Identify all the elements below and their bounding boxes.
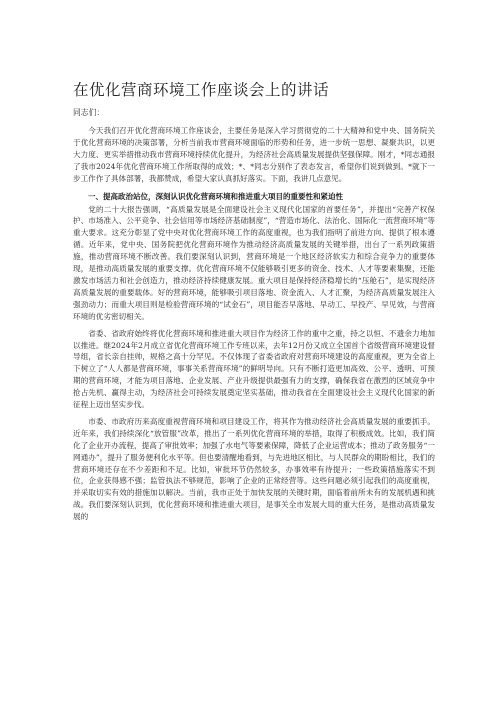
paragraph-2: 省委、省政府始终将优化营商环境和推进重大项目作为经济工作的重中之重，持之以恒、不遗余力地加以推进。继2024年2月成立省优化营商环境工作专班以来，去年12月份又成立全国首个省级营商环境建设督导组，省长亲自挂帅，规格之高十分罕见。不仅体现了省委省政府对营商环境建设的高度重视，更为全省上下树立了“人人都是营商环境，事事关系营商环境”的鲜明导向。只有不断打造更加高效、公平、透明、可预期的营商环境，才能为项目落地、企业发展、产业升级提供最强有力的支撑，确保我省在激烈的区域竞争中抢占先机、赢得主动，为经济社会可持续发展奠定坚实基础，推动我省在全面建设社会主义现代化国家的新征程上迈出坚实步伐。: [73, 328, 435, 410]
paragraph-3: 市委、市政府历来高度重视营商环境和项目建设工作，将其作为推动经济社会高质量发展的重要抓手。近年来，我们持续深化“放管服”改革，推出了一系列优化营商环境的举措，取得了积极成效。比如，我们简化了企业开办流程，提高了审批效率；加强了水电气等要素保障，降低了企业运营成本；推动了政务服务“一网通办”，提升了服务便利化水平等。但也要清醒地看到，与先进地区相比，与人民群众的期盼相比，我们的营商环境还存在不少差距和不足。比如，审批环节仍然较多，办事效率有待提升；一些政策措施落实不到位，企业获得感不强；监管执法不够规范，影响了企业的正常经营等。这些问题必须引起我们的高度重视，并采取切实有效的措施加以解决。当前，我市正处于加快发展的关键时期，面临着前所未有的发展机遇和挑战。我们要深刻认识到，优化营商环境和推进重大项目，是事关全市发展大局的重大任务，是推动高质量发展的: [73, 416, 435, 522]
greeting: 同志们：: [73, 108, 105, 117]
section-heading-1: 一、提高政治站位，深刻认识优化营商环境和推进重大项目的重要性和紧迫性: [88, 191, 343, 201]
intro-paragraph: 今天我们召开优化营商环境工作座谈会，主要任务是深入学习贯彻党的二十大精神和党中央、国务院关于优化营商环境的决策部署，分析当前我市营商环境面临的形势和任务，进一步统一思想、凝聚共识，以更大力度、更实举措推动我市营商环境持续优化提升，为经济社会高质量发展提供坚强保障。刚才，*同志通报了我市2024年优化营商环境工作所取得的成效；*、*同志分别作了表态发言，希望你们说到做到。*就下一步工作作了具体部署，我都赞成，希望大家认真抓好落实。下面，我讲几点意见。: [73, 126, 435, 183]
paragraph-1: 党的二十大报告强调，“高质量发展是全面建设社会主义现代化国家的首要任务”，并提出“完善产权保护、市场准入、公平竞争、社会信用等市场经济基础制度”，“营造市场化、法治化、国际化一流营商环境”等重大要求。这充分彰显了党中央对优化营商环境工作的高度重视，也为我们指明了前进方向、提供了根本遵循。近年来，党中央、国务院把优化营商环境作为推动经济高质量发展的关键举措，出台了一系列政策措施，推动营商环境不断改善。我们要深刻认识到，营商环境是一个地区经济软实力和综合竞争力的重要体现，是推动高质量发展的重要支撑。优化营商环境不仅能够吸引更多的资金、技术、人才等要素集聚，还能激发市场活力和社会创造力，推动经济持续健康发展。重大项目是保持经济稳增长的“压舱石”，是实现经济高质量发展的重要载体。好的营商环境，能够吸引项目落地、资金流入、人才汇聚，为经济高质量发展注入强劲动力；而重大项目则是检验营商环境的“试金石”，项目能否早落地、早动工、早投产、早见效，与营商环境的优劣密切相关。: [73, 204, 435, 321]
document-body: [73, 107, 435, 523]
page-title: 在优化营商环境工作座谈会上的讲话: [73, 81, 330, 99]
